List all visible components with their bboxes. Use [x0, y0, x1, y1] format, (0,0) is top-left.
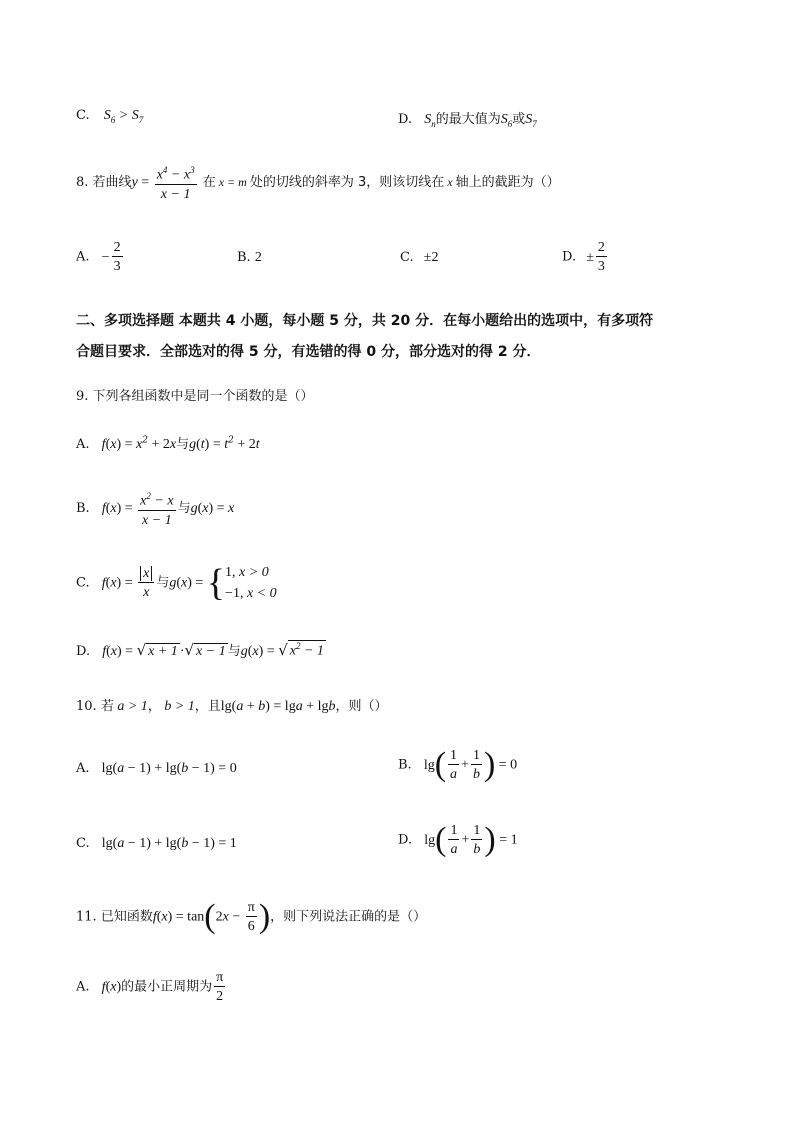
q7-option-d[interactable]: D. $S_n$的最大值为$S_6$或$S_7$ — [398, 112, 537, 129]
q8-option-c[interactable]: C. ±2 — [400, 250, 439, 265]
q7-option-c[interactable]: C. $S_6 > S_7$ — [76, 108, 144, 125]
section-2-line1: 二、多项选择题 本题共 4 小题，每小题 5 分，共 20 分．在每小题给出的选项中，有多项符 — [76, 313, 654, 329]
q9-option-c[interactable]: C. f(x) = $\frac{x}{x}$ 与g(x) = { 1, x > 0 −1, x < 0 — [76, 562, 277, 604]
question-8: 8. 若曲线y = $\frac{x^4 - x^3}{x - 1}$ 在 x = m 处的切线的斜率为 3，则该切线在 x 轴上的截距为（） — [76, 165, 560, 202]
question-11: 11. 已知函数f(x) = tan(2x − $\frac{\pi}{6}$ )，则下列说法正确的是（） — [76, 898, 427, 935]
q8-curve-fraction: $\frac{x^4 - x^3}{x - 1}$ — [156, 165, 195, 202]
q10-option-c[interactable]: C. lg(a − 1) + lg(b − 1) = 1 — [76, 836, 237, 851]
q9-option-d[interactable]: D. f(x) = √ x + 1 ·√ x − 1 与g(x) = √ $x^2 - 1$ — [76, 641, 324, 659]
q7-option-c-math: $S_6 > S_7$ — [103, 108, 144, 125]
q8-option-b[interactable]: B. 2 — [237, 250, 262, 265]
q10-option-d[interactable]: D. lg( $\frac{1}{a}$ + $\frac{1}{b}$ ) = 1 — [398, 821, 518, 858]
question-10: 10. 若 a > 1， b > 1，且lg(a + b) = lga + lgb，则（） — [76, 699, 388, 714]
question-9: 9. 下列各组函数中是同一个函数的是（） — [76, 389, 314, 404]
q8-option-a[interactable]: A. − $\frac{2}{3}$ — [76, 240, 121, 274]
q10-option-a[interactable]: A. lg(a − 1) + lg(b − 1) = 0 — [76, 761, 237, 776]
q11-option-a[interactable]: A. f(x)的最小正周期为 $\frac{\pi}{2}$ — [76, 970, 224, 1004]
q9-option-a[interactable]: A. $f(x) = x^2 + 2x$与$g(t) = t^2 + 2t$ — [76, 435, 260, 452]
q9-option-b[interactable]: B. f(x) = $\frac{x^2 - x}{x - 1}$ 与g(x) = x — [76, 491, 235, 528]
section-2-line2: 合题目要求．全部选对的得 5 分，有选错的得 0 分，部分选对的得 2 分． — [76, 344, 541, 360]
q10-option-b[interactable]: B. lg( $\frac{1}{a}$ + $\frac{1}{b}$ ) = 0 — [398, 746, 518, 783]
q8-option-d[interactable]: D. ± $\frac{2}{3}$ — [562, 240, 605, 274]
